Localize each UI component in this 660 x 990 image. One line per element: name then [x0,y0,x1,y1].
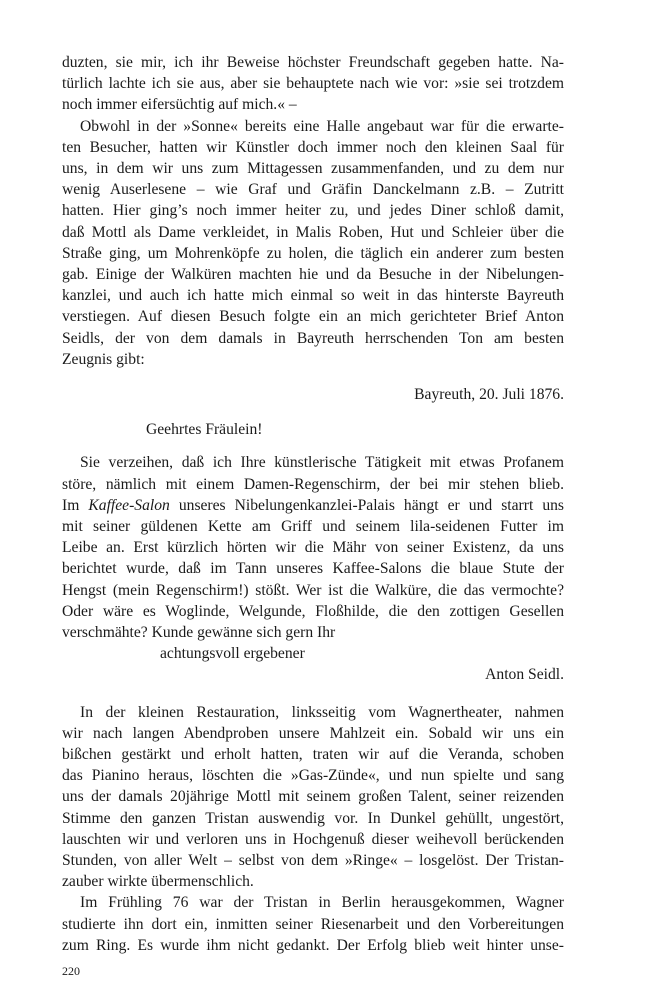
text-line: das Pianino heraus, löschten die »Gas-Zünde«, und nun spielte und sang [62,767,564,785]
text-line: Stimme den ganzen Tristan auswendig vor. In Dunkel gehüllt, ungestört, [62,809,564,827]
letter-salutation: Geehrtes Fräulein! [146,421,263,439]
text-line: noch immer eifersüchtig auf mich.« – [62,96,297,114]
text-line: Seidls, der von dem damals in Bayreuth herrschenden Ton am besten [62,329,564,347]
italic-room-name: Kaffee-Salon [88,496,170,514]
text-line: uns der damals 20jährige Mottl mit seinem großen Talent, seiner reizenden [62,788,564,806]
text-line: ten Besucher, hatten wir Künstler doch immer noch den kleinen Saal für [62,138,564,156]
text-line: Stunden, von aller Welt – selbst von dem »Ringe« – losgelöst. Der Tristan- [62,852,564,869]
letter-line: Oder wäre es Woglinde, Welgunde, Floßhilde, die den zottigen Gesellen [62,602,564,620]
text-line: türlich lachte ich sie aus, aber sie behauptete nach wie vor: »sie sei trotzdem [62,75,564,93]
letter-line: Leibe an. Erst kürzlich hörten wir die Mähr von seiner Existenz, da uns [62,539,564,557]
text-line: wenig Auserlesene – wie Graf und Gräfin Danckelmann z.B. – Zutritt [62,181,564,199]
letter-dateline: Bayreuth, 20. Juli 1876. [414,386,564,403]
text-line: In der kleinen Restauration, linksseitig vom Wagnertheater, nahmen [80,703,564,721]
text-line: wir nach langen Abendproben unsere Mahlzeit ein. Sobald wir uns ein [62,724,564,742]
letter-line: Im Kaffee-Salon unseres Nibelungenkanzlei-Palais hängt er und starrt uns [62,496,564,514]
letter-signature: Anton Seidl. [485,666,564,684]
text-line: zum Ring. Es wurde ihm nicht gedankt. Der Erfolg blieb weit hinter unse- [62,936,564,954]
letter-closing: achtungsvoll ergebener [160,645,305,663]
text-line: lauschten wir und verloren uns in Hochgenuß dieser weihevoll berückenden [62,830,564,848]
text-line: Straße ging, um Mohrenköpfe zu holen, die täglich ein anderer zum besten [62,244,564,262]
text-line: gab. Einige der Walküren machten hie und da Besuche in der Nibelungen- [62,266,564,283]
text-line: kanzlei, und auch ich hatte mich einmal so weit in das hinterste Bayreuth [62,287,564,305]
text-line: Im Frühling 76 war der Tristan in Berlin herausgekommen, Wagner [80,894,564,912]
page-number: 220 [62,964,80,978]
text-line: zauber wirkte übermenschlich. [62,873,254,891]
text-line: studierte ihn dort ein, inmitten seiner Riesenarbeit und den Vorbereitungen [62,915,564,933]
letter-line: Hengst (mein Regenschirm!) stößt. Wer ist die Walküre, die das vermochte? [62,581,564,599]
text-line: verstiegen. Auf diesen Besuch folgte ein an mich gerichteter Brief Anton [62,308,564,326]
letter-line: Sie verzeihen, daß ich Ihre künstlerische Tätigkeit mit etwas Profanem [80,454,564,472]
text-line: hatten. Hier ging’s noch immer heiter zu, und jedes Diner schloß damit, [62,202,564,220]
text-line: daß Mottl als Dame verkleidet, in Malis Roben, Hut und Schleier über die [62,223,564,241]
text-line: uns, in dem wir uns zum Mittagessen zusammenfanden, und zu dem nur [62,160,564,177]
letter-line: mit seiner güldenen Kette am Griff und seinem lila-seidenen Futter im [62,518,564,535]
text-line: Obwohl in der »Sonne« bereits eine Halle angebaut war für die erwarte- [80,117,564,135]
letter-line: störe, nämlich mit einem Damen-Regenschirm, der bei mir stehen blieb. [62,475,564,493]
text-line: duzten, sie mir, ich ihr Beweise höchster Freundschaft gegeben hatte. Na- [62,54,564,71]
letter-line: verschmähte? Kunde gewänne sich gern Ihr [62,624,336,641]
letter-line: berichtet wurde, daß im Tann unseres Kaffee-Salons die blaue Stute der [62,560,564,578]
text-line: Zeugnis gibt: [62,350,145,368]
text-line: bißchen gestärkt und erholt hatten, traten wir auf die Veranda, schoben [62,746,564,763]
